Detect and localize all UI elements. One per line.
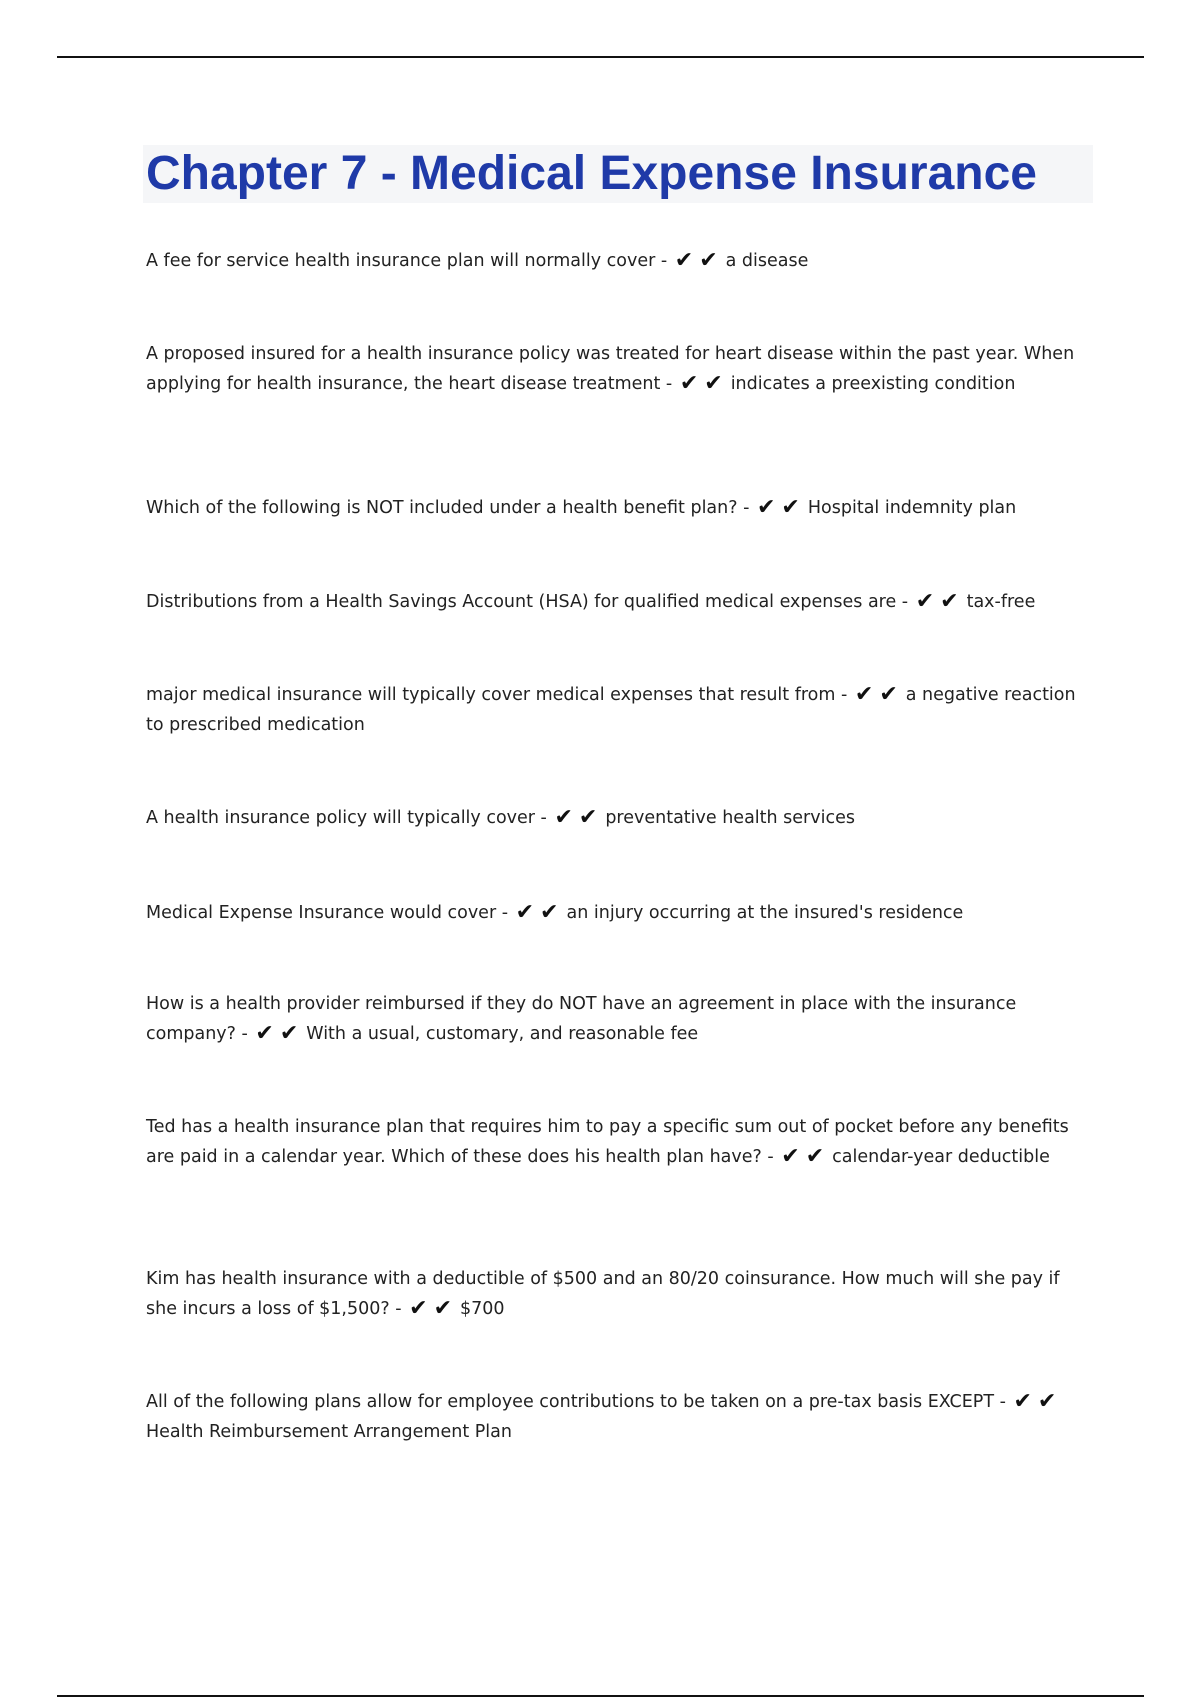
double-check-icon: ✔✔ (679, 371, 729, 396)
question: Medical Expense Insurance would cover - (146, 903, 509, 923)
question: A health insurance policy will typically cover - (146, 808, 547, 828)
double-check-icon: ✔✔ (554, 805, 604, 830)
answer: a negative reaction to prescribed medication (146, 685, 1076, 735)
answer: Health Reimbursement Arrangement Plan (146, 1422, 512, 1442)
answer: an injury occurring at the insured's residence (566, 903, 964, 923)
qa-item-7 (146, 898, 1086, 928)
qa-item-6 (146, 803, 1086, 833)
double-check-icon: ✔✔ (915, 589, 965, 614)
double-check-icon: ✔✔ (515, 900, 565, 925)
double-check-icon: ✔✔ (781, 1144, 831, 1169)
question: Distributions from a Health Savings Account (HSA) for qualified medical expenses are - (146, 592, 909, 612)
question: Ted has a health insurance plan that requires him to pay a specific sum out of pocket before any benefits are paid in a calendar year. Which of these does his health plan have? - (146, 1117, 1069, 1167)
double-check-icon: ✔✔ (255, 1021, 305, 1046)
double-check-icon: ✔✔ (409, 1296, 459, 1321)
double-check-icon: ✔✔ (1013, 1389, 1063, 1414)
answer: calendar-year deductible (832, 1147, 1050, 1167)
qa-item-4 (146, 587, 1086, 617)
qa-item-2 (146, 339, 1086, 399)
qa-item-9 (146, 1112, 1086, 1172)
answer: Hospital indemnity plan (807, 498, 1017, 518)
answer: a disease (725, 251, 809, 271)
question: How is a health provider reimbursed if they do NOT have an agreement in place with the insurance company? - (146, 994, 1017, 1044)
qa-item-8 (146, 989, 1086, 1049)
qa-item-5 (146, 680, 1086, 740)
question: A fee for service health insurance plan will normally cover - (146, 251, 668, 271)
answer: tax-free (966, 592, 1036, 612)
double-check-icon: ✔✔ (757, 495, 806, 520)
answer: $700 (460, 1299, 505, 1319)
question: Kim has health insurance with a deductible of $500 and an 80/20 coinsurance. How much will she pay if she incurs a loss of $1,500? - (146, 1269, 1060, 1319)
qa-item-10 (146, 1264, 1086, 1324)
double-check-icon: ✔✔ (674, 248, 724, 273)
qa-item-11 (146, 1387, 1086, 1447)
qa-item-3 (146, 493, 1086, 523)
page-title: Chapter 7 - Medical Expense Insurance (146, 147, 1037, 200)
answer: preventative health services (605, 808, 855, 828)
question: Which of the following is NOT included under a health benefit plan? - (146, 498, 750, 518)
double-check-icon: ✔✔ (854, 682, 904, 707)
answer: With a usual, customary, and reasonable fee (306, 1024, 699, 1044)
question: major medical insurance will typically cover medical expenses that result from - (146, 685, 848, 705)
question: All of the following plans allow for employee contributions to be taken on a pre-tax basis EXCEPT - (146, 1392, 1006, 1412)
top-rule (57, 56, 1144, 58)
qa-item-1 (146, 246, 1086, 276)
question: A proposed insured for a health insurance policy was treated for heart disease within the past year. When applying for health insurance, the heart disease treatment - (146, 344, 1075, 394)
answer: indicates a preexisting condition (730, 374, 1016, 394)
bottom-rule (57, 1695, 1144, 1697)
